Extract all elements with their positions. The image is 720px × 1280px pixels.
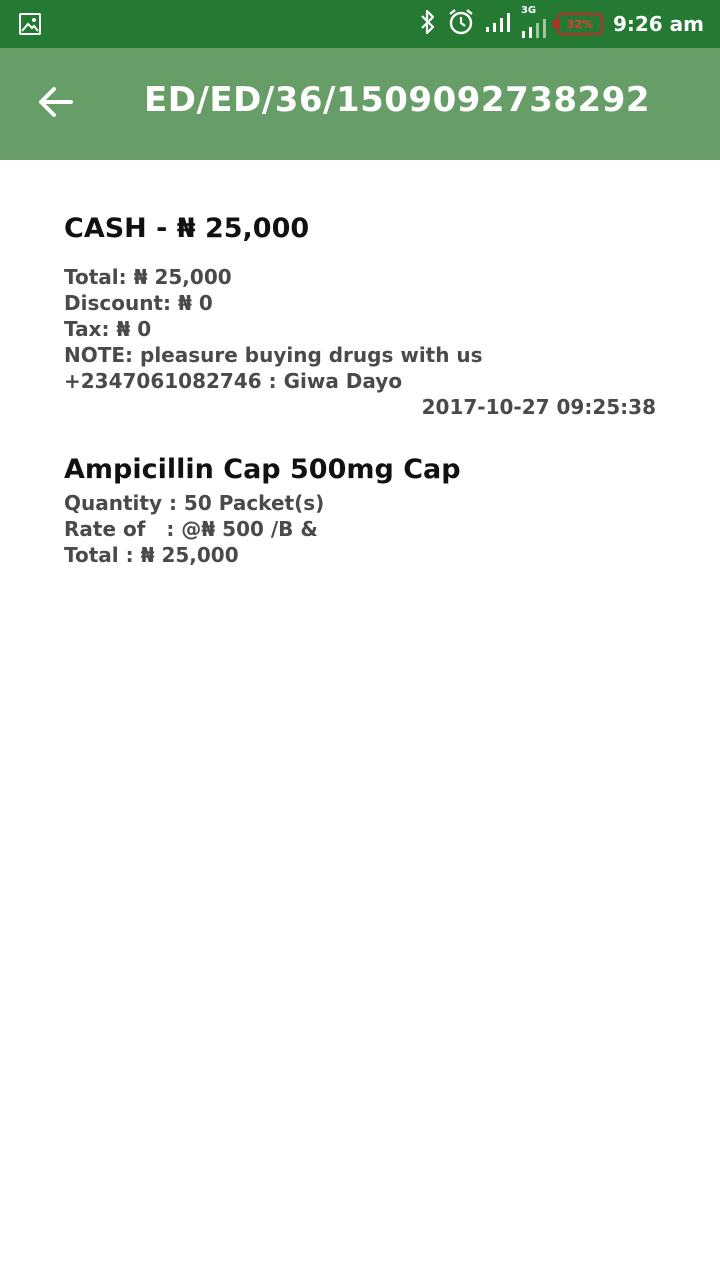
list-item: [64, 450, 656, 568]
item-quantity: Quantity : 50 Packet(s): [64, 491, 325, 515]
signal-strength-icon: [485, 11, 511, 37]
app-bar: [0, 48, 720, 160]
back-button[interactable]: [30, 78, 82, 130]
battery-icon: [557, 13, 603, 35]
status-bar: [0, 0, 720, 48]
status-icons: [419, 0, 704, 48]
network-type-label: 3G: [520, 5, 537, 16]
item-name: Ampicillin Cap 500mg Cap: [64, 454, 461, 485]
receipt-note: NOTE: pleasure buying drugs with us: [64, 343, 483, 367]
payment-summary-title: CASH - ₦ 25,000: [64, 213, 310, 244]
alarm-icon: [447, 8, 475, 40]
discount-amount: Discount: ₦ 0: [64, 291, 213, 315]
payment-summary: [64, 264, 656, 420]
status-clock: 9:26 am: [612, 12, 704, 36]
transaction-datetime: 2017-10-27 09:25:38: [421, 395, 656, 419]
item-rate: Rate of : @₦ 500 /B &: [64, 517, 318, 541]
tax-amount: Tax: ₦ 0: [64, 317, 152, 341]
page-title: ED/ED/36/1509092738292: [144, 80, 651, 120]
customer-info: +2347061082746 : Giwa Dayo: [64, 369, 403, 393]
arrow-left-icon: [38, 86, 74, 122]
mobile-data-icon: [520, 5, 547, 39]
gallery-notification-icon: [18, 12, 42, 36]
receipt-details: [64, 208, 656, 568]
item-total: Total : ₦ 25,000: [64, 543, 239, 567]
bluetooth-icon: [419, 9, 437, 39]
total-amount: Total: ₦ 25,000: [64, 265, 232, 289]
battery-percent: 32%: [566, 17, 594, 31]
